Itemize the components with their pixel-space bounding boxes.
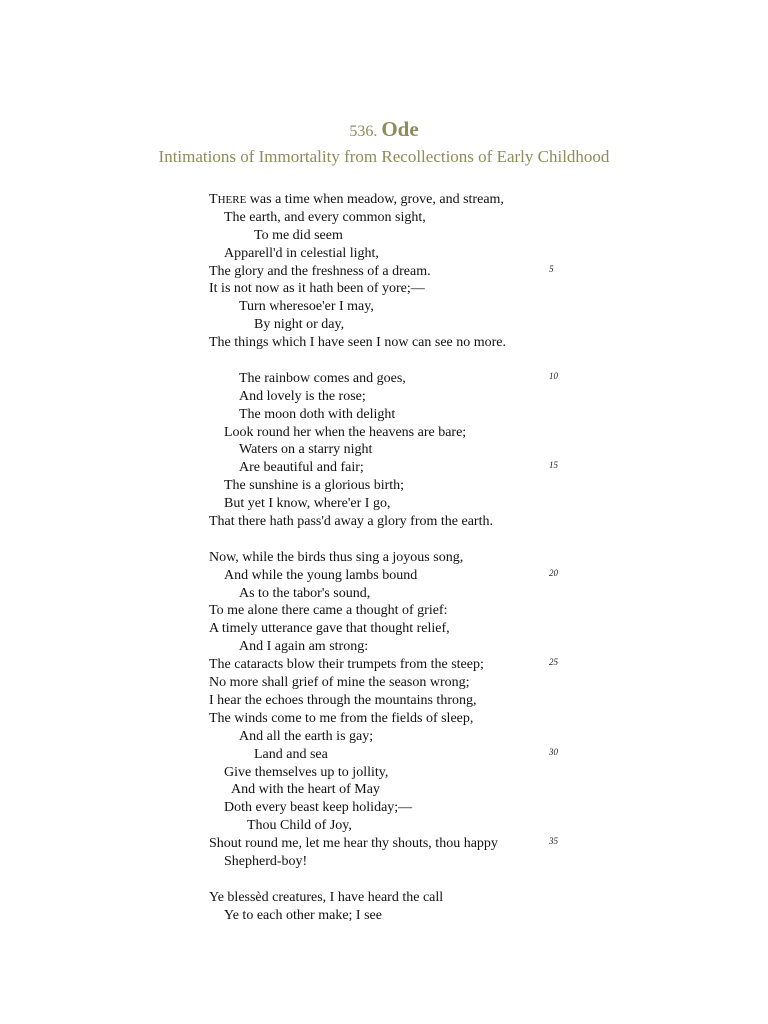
- poem-line: [209, 424, 569, 442]
- poem-line: [209, 764, 569, 782]
- stanza-break: [209, 531, 569, 549]
- poem-heading: [0, 117, 768, 168]
- poem-line: [209, 674, 569, 692]
- poem-line-text: And all the earth is gay;: [239, 728, 374, 744]
- poem-line: [209, 817, 569, 835]
- poem-line-text: The moon doth with delight: [239, 406, 396, 422]
- poem-line: [209, 549, 569, 567]
- poem-line-text: And with the heart of May: [231, 782, 380, 798]
- poem-line: [209, 585, 569, 603]
- poem-line-text: A timely utterance gave that thought relief,: [209, 621, 450, 637]
- line-number: 25: [549, 657, 558, 668]
- poem-line: [209, 298, 569, 316]
- poem-line-text: The rainbow comes and goes,: [239, 370, 406, 386]
- poem-line: [209, 638, 569, 656]
- line-number: 10: [549, 370, 558, 381]
- line-number: 30: [549, 746, 558, 757]
- poem-body: [209, 191, 569, 925]
- poem-line-text: The sunshine is a glorious birth;: [224, 478, 405, 494]
- poem-line-text: It is not now as it hath been of yore;—: [209, 281, 425, 297]
- poem-line: [209, 209, 569, 227]
- poem-line-text: The earth, and every common sight,: [224, 209, 426, 225]
- poem-line-text: THERE was a time when meadow, grove, and stream,: [209, 192, 504, 207]
- poem-line: [209, 459, 569, 477]
- poem-line: [209, 334, 569, 352]
- poem-line-text: Look round her when the heavens are bare;: [224, 424, 467, 440]
- poem-line-text: Ye blessèd creatures, I have heard the call: [209, 889, 444, 905]
- stanza-break: [209, 352, 569, 370]
- line-number: 5: [549, 263, 554, 274]
- poem-line: [209, 710, 569, 728]
- poem-line: [209, 567, 569, 585]
- poem-line: [209, 907, 569, 925]
- poem-line-text: The cataracts blow their trumpets from the steep;: [209, 657, 484, 673]
- poem-line: [209, 692, 569, 710]
- poem-line-text: Ye to each other make; I see: [224, 907, 382, 923]
- poem-line: [209, 191, 569, 209]
- poem-line: [209, 388, 569, 406]
- poem-line-text: Land and sea: [254, 746, 328, 762]
- poem-line-text: To me did seem: [254, 227, 343, 243]
- poem-line: [209, 746, 569, 764]
- poem-line: [209, 406, 569, 424]
- poem-line: [209, 316, 569, 334]
- poem-line: [209, 889, 569, 907]
- poem-number-and-title: [0, 117, 768, 144]
- poem-line-text: Give themselves up to jollity,: [224, 764, 389, 780]
- poem-line-text: The glory and the freshness of a dream.: [209, 263, 431, 279]
- poem-line-text: Are beautiful and fair;: [239, 460, 364, 476]
- poem-line-text: Thou Child of Joy,: [247, 818, 352, 834]
- poem-line: [209, 263, 569, 281]
- poem-line: [209, 656, 569, 674]
- poem-line: [209, 245, 569, 263]
- poem-line: [209, 728, 569, 746]
- poem-line: [209, 853, 569, 871]
- poem-line: [209, 620, 569, 638]
- poem-number: 536.: [349, 123, 378, 140]
- poem-line-text: Shout round me, let me hear thy shouts, thou happy: [209, 836, 498, 852]
- line-number: 20: [549, 567, 558, 578]
- poem-line: [209, 370, 569, 388]
- poem-line-text: As to the tabor's sound,: [239, 585, 371, 601]
- poem-subtitle: Intimations of Immortality from Recollections of Early Childhood: [158, 147, 610, 166]
- poem-line-text: Shepherd-boy!: [224, 853, 308, 869]
- poem-line: [209, 227, 569, 245]
- poem-line-text: Now, while the birds thus sing a joyous song,: [209, 549, 464, 565]
- poem-line-text: By night or day,: [254, 317, 345, 333]
- poem-line-text: Turn wheresoe'er I may,: [239, 299, 374, 315]
- poem-line-text: And while the young lambs bound: [224, 567, 418, 583]
- line-number: 15: [549, 460, 558, 471]
- poem-line: [209, 477, 569, 495]
- poem-line-text: I hear the echoes through the mountains throng,: [209, 692, 477, 708]
- line-number: 35: [549, 836, 558, 847]
- stanza-break: [209, 871, 569, 889]
- poem-line-text: No more shall grief of mine the season wrong;: [209, 675, 470, 691]
- poem-line: [209, 799, 569, 817]
- small-caps-word: HERE: [217, 194, 247, 206]
- poem-line: [209, 495, 569, 513]
- poem-line: [209, 441, 569, 459]
- poem-line-text: Waters on a starry night: [239, 442, 373, 458]
- poem-line: [209, 602, 569, 620]
- poem-line-text: But yet I know, where'er I go,: [224, 496, 391, 512]
- drop-initial: T: [209, 192, 218, 207]
- poem-line-text: Apparell'd in celestial light,: [224, 245, 379, 261]
- poem-line-text: The winds come to me from the fields of sleep,: [209, 710, 474, 726]
- poem-line-text: And lovely is the rose;: [239, 388, 366, 404]
- poem-line-text: That there hath pass'd away a glory from the earth.: [209, 514, 493, 530]
- poem-line: [209, 513, 569, 531]
- poem-line: [209, 781, 569, 799]
- poem-line: [209, 835, 569, 853]
- poem-line-text: And I again am strong:: [239, 639, 369, 655]
- poem-title: Ode: [381, 117, 419, 141]
- poem-line-text: Doth every beast keep holiday;—: [224, 800, 413, 816]
- poem-line-text: The things which I have seen I now can see no more.: [209, 335, 507, 351]
- poem-line-text: To me alone there came a thought of grief:: [209, 603, 448, 619]
- poem-line: [209, 280, 569, 298]
